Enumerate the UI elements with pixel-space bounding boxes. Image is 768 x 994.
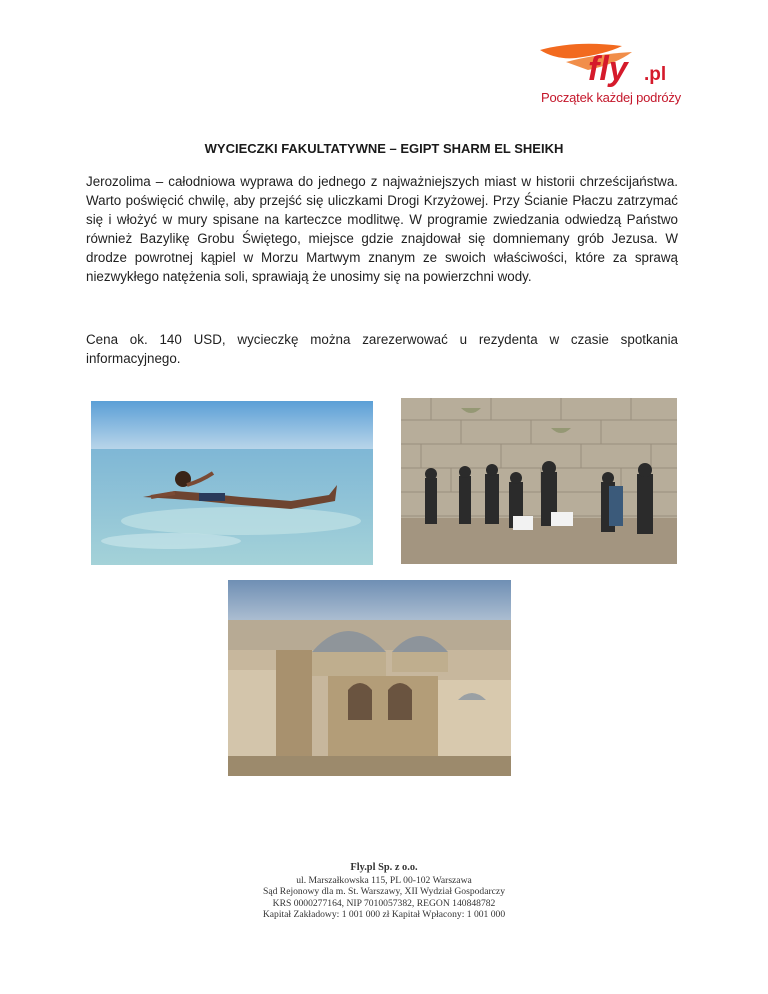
logo-fly-text: fly: [588, 50, 628, 88]
footer-address: ul. Marszałkowska 115, PL 00-102 Warszawa: [296, 874, 472, 886]
logo-domain-text: .pl: [644, 64, 667, 85]
paragraph-description: Jerozolima – całodniowa wyprawa do jednego z najważniejszych miast w historii chrześcijaństwa. Warto poświęcić chwilę, aby przejść się uliczkami Drogi Krzyżowej. Przy Ścianie Płaczu zatrzymać się i włożyć w mury spisane na karteczce modlitwę. W programie zwiedzania odwiedzą Państwo również Bazylikę Grobu Świętego, miejsce gdzie znajdował się domniemany grób Jezusa. W drodze powrotnej kąpiel w Morzu Martwym znanym ze swoich właściwości, które za sprawą niezwykłego natężenia soli, sprawiają że unosimy się na powierzchni wody.: [86, 174, 678, 284]
footer-registry: KRS 0000277164, NIP 7010057382, REGON 140848782: [272, 897, 496, 909]
document-title: WYCIECZKI FAKULTATYWNE – EGIPT SHARM EL SHEIKH: [204, 141, 564, 156]
footer-capital: Kapitał Zakładowy: 1 001 000 zł Kapitał Wpłacony: 1 001 000: [262, 909, 506, 920]
photo-western-wall: [401, 398, 677, 564]
company-footer: [0, 862, 768, 921]
photo-dead-sea: [91, 401, 373, 565]
footer-court: Sąd Rejonowy dla m. St. Warszawy, XII Wydział Gospodarczy: [263, 886, 505, 897]
logo-tagline: Początek każdej podróży: [541, 90, 681, 105]
photo-holy-sepulchre: [228, 580, 511, 776]
paragraph-price: Cena ok. 140 USD, wycieczkę można zarezerwować u rezydenta w czasie spotkania informacyjnego.: [86, 332, 678, 366]
footer-company-name: Fly.pl Sp. z o.o.: [350, 862, 418, 873]
